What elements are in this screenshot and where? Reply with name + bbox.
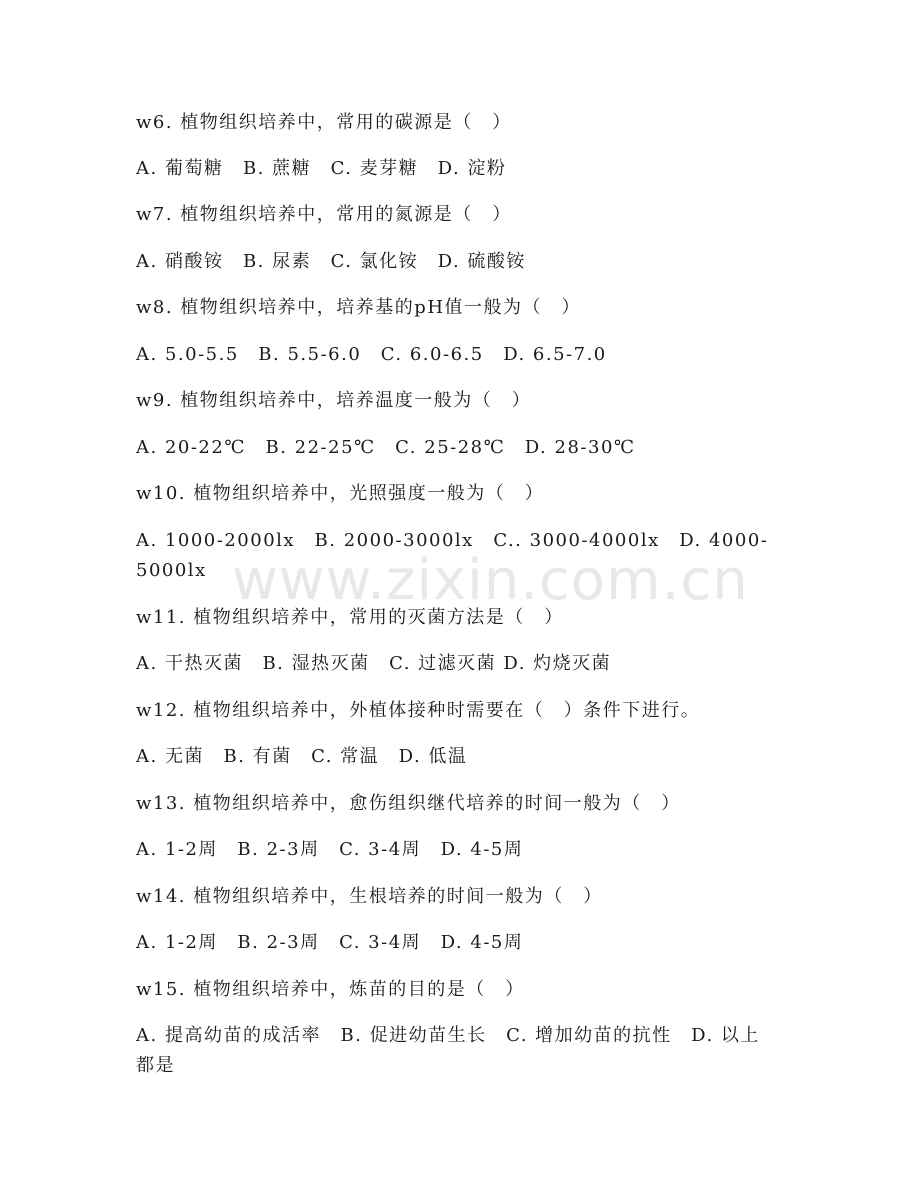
options-w8: A. 5.0-5.5 B. 5.5-6.0 C. 6.0-6.5 D. 6.5-7.0 [136,344,607,365]
watermark: www.zixin.com.cn [232,548,749,613]
options-w14: A. 1-2周 B. 2-3周 C. 3-4周 D. 4-5周 [136,932,524,953]
question-w9: w9. 植物组织培养中，培养温度一般为（ ） [136,390,532,411]
options-w6: A. 葡萄糖 B. 蔗糖 C. 麦芽糖 D. 淀粉 [136,158,507,179]
question-w7: w7. 植物组织培养中，常用的氮源是（ ） [136,204,512,225]
options-w12: A. 无菌 B. 有菌 C. 常温 D. 低温 [136,746,468,767]
question-w15: w15. 植物组织培养中，炼苗的目的是（ ） [136,979,525,1000]
options-w7: A. 硝酸铵 B. 尿素 C. 氯化铵 D. 硫酸铵 [136,251,526,272]
question-w14: w14. 植物组织培养中，生根培养的时间一般为（ ） [136,886,603,907]
question-w8: w8. 植物组织培养中，培养基的pH值一般为（ ） [136,297,582,318]
question-w6: w6. 植物组织培养中，常用的碳源是（ ） [136,112,512,133]
options-w11: A. 干热灭菌 B. 湿热灭菌 C. 过滤灭菌 D. 灼烧灭菌 [136,653,612,674]
question-w10: w10. 植物组织培养中，光照强度一般为（ ） [136,483,545,504]
options-w10: A. 1000-2000lx B. 2000-3000lx C.. 3000-4000lx D. 4000-5000lx [136,530,769,581]
options-w13: A. 1-2周 B. 2-3周 C. 3-4周 D. 4-5周 [136,839,524,860]
options-w15: A. 提高幼苗的成活率 B. 促进幼苗生长 C. 增加幼苗的抗性 D. 以上都是 [136,1025,760,1076]
question-w12: w12. 植物组织培养中，外植体接种时需要在（ ）条件下进行。 [136,700,701,721]
options-w9: A. 20-22℃ B. 22-25℃ C. 25-28℃ D. 28-30℃ [136,437,636,458]
question-w13: w13. 植物组织培养中，愈伤组织继代培养的时间一般为（ ） [136,793,681,814]
question-w11: w11. 植物组织培养中，常用的灭菌方法是（ ） [136,607,564,628]
